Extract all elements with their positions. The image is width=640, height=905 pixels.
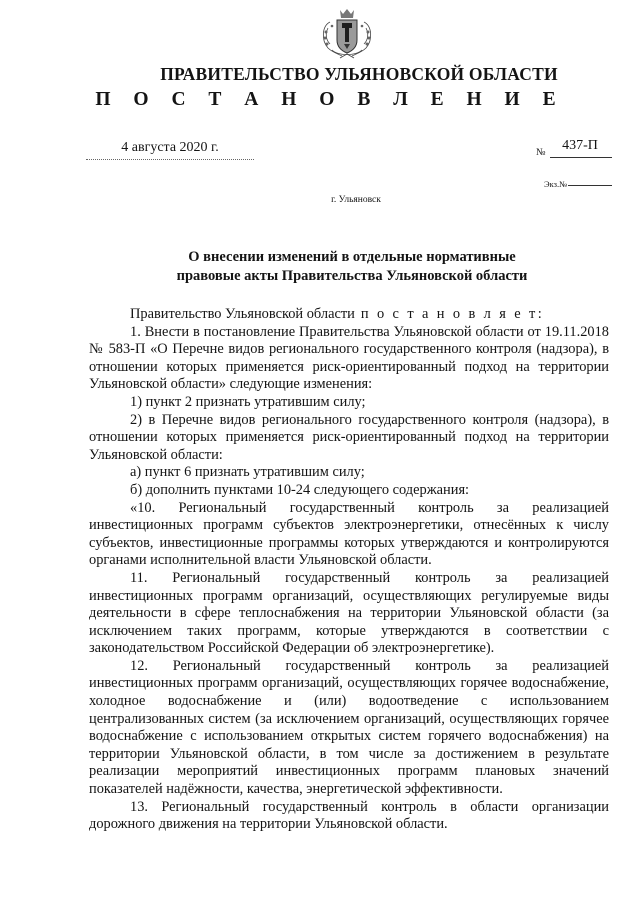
government-name: ПРАВИТЕЛЬСТВО УЛЬЯНОВСКОЙ ОБЛАСТИ: [160, 64, 558, 84]
number-sign: №: [536, 147, 546, 158]
paragraph-1-item-2: 2) в Перечне видов регионального государственного контроля (надзора), в отношении которых применяется риск-ориентированный подход на территории Ульяновской области:: [89, 411, 609, 463]
date-block: [86, 140, 254, 160]
title-line-2: правовые акты Правительства Ульяновской области: [176, 268, 528, 284]
coat-of-arms-emblem: [318, 6, 376, 62]
copy-number-block: [544, 174, 614, 192]
paragraph-1-item-2a: а) пункт 6 признать утратившим силу;: [130, 464, 365, 481]
document-number: 437-П: [562, 138, 598, 153]
document-body: [89, 306, 609, 834]
paragraph-1: 1. Внести в постановление Правительства Ульяновской области от 19.11.2018 № 583-П «О Перечне видов регионального государственного контроля (надзора), в отношении которых применяется риск-ориентированный подход на территории Ульяновской области» следующие изменения:: [89, 323, 609, 393]
title-line-1: О внесении изменений в отдельные нормативные: [188, 249, 516, 265]
paragraph-1-item-1: 1) пункт 2 признать утратившим силу;: [130, 393, 366, 410]
list-item-13: 13. Региональный государственный контроль в области организации дорожного движения на территории Ульяновской области.: [89, 798, 609, 833]
document-date: 4 августа 2020 г.: [121, 140, 219, 155]
document-type: П О С Т А Н О В Л Е Н И Е: [95, 89, 565, 110]
list-item-10: «10. Региональный государственный контроль за реализацией инвестиционных программ субъектов электроэнергетики, отнесённых к числу субъектов, инвестиционные программы которых утверждаются и контролируются органами исполнительной власти Ульяновской области.: [89, 499, 609, 569]
preamble-verb: п о с т а н о в л я е т:: [354, 306, 545, 322]
preamble-paragraph: [89, 306, 609, 324]
document-title: [142, 248, 562, 286]
copy-number-underline: [568, 185, 612, 186]
paragraph-1-item-2b: б) дополнить пунктами 10-24 следующего содержания:: [130, 481, 470, 498]
copy-number-label: Экз.№: [544, 179, 568, 189]
list-item-12: 12. Региональный государственный контроль за реализацией инвестиционных программ организаций, осуществляющих горячее водоснабжение, холодное водоснабжение и (или) водоотведение с использованием централизованных систем (за исключением организаций, осуществляющих горячее водоснабжение с использованием открытых систем горячего водоснабжения) на территории Ульяновской области, в том числе за достижением в результате реализации мероприятий инвестиционных программ плановых значений показателей надёжности, качества, энергетической эффективности.: [89, 657, 609, 798]
number-underline: [550, 157, 612, 158]
date-underline: [86, 159, 254, 160]
list-item-11: 11. Региональный государственный контроль за реализацией инвестиционных программ организаций, осуществляющих регулируемые виды деятельности в сфере теплоснабжения на территории Ульяновской области (за исключением таких программ, которые утверждаются в соответствии с законодательством Российской Федерации об электроэнергетике).: [89, 569, 609, 657]
city-name: г. Ульяновск: [331, 195, 381, 205]
preamble-text: Правительство Ульяновской области: [130, 306, 355, 322]
